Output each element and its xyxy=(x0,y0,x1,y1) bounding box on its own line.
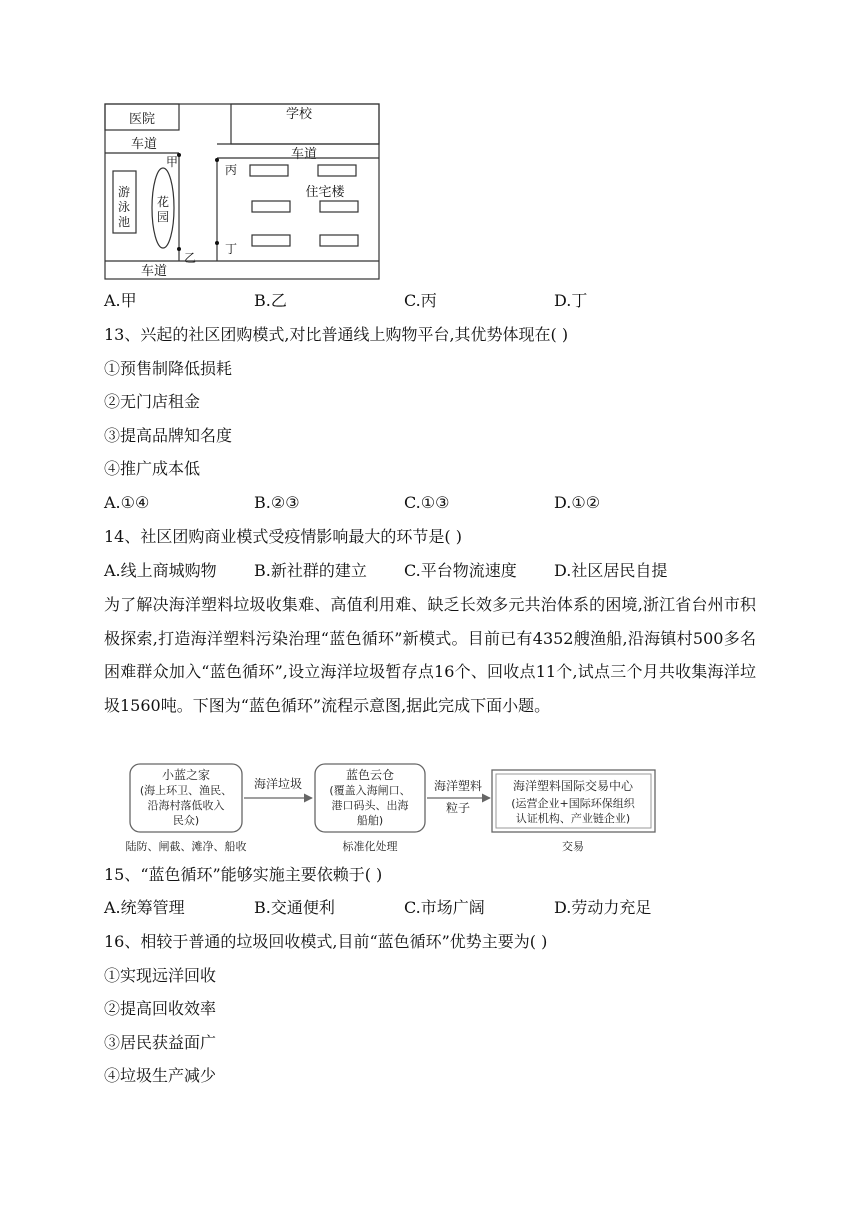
q13-option-a[interactable]: A.①④ xyxy=(104,493,150,512)
q13-option-d[interactable]: D.①② xyxy=(554,493,601,512)
map-label-road-top-left: 车道 xyxy=(130,137,158,152)
residential-building xyxy=(250,165,288,176)
q15-stem: 15、“蓝色循环”能够实施主要依赖于( ) xyxy=(104,865,383,884)
map-label-ding: 丁 xyxy=(225,242,238,256)
q13-item-2: ②无门店租金 xyxy=(104,392,201,411)
map-label-garden-1: 花 xyxy=(156,195,170,209)
q16-stem: 16、相较于普通的垃圾回收模式,目前“蓝色循环”优势主要为( ) xyxy=(104,932,548,951)
map-label-road-top-right: 车道 xyxy=(290,147,318,162)
flow-arrow2-label: 海洋塑料 xyxy=(433,779,483,793)
residential-building xyxy=(318,165,356,176)
flow-arrow2-label: 粒子 xyxy=(445,801,471,815)
flow-box1-line: 民众) xyxy=(172,814,200,827)
flow-box3-title: 海洋塑料国际交易中心 xyxy=(512,779,634,793)
flow-box2-title: 蓝色云仓 xyxy=(345,768,395,782)
flow-box2-caption: 标准化处理 xyxy=(342,840,398,853)
q15-option-a[interactable]: A.统筹管理 xyxy=(104,898,185,917)
q16-item-3: ③居民获益面广 xyxy=(104,1033,217,1052)
q14-option-d[interactable]: D.社区居民自提 xyxy=(554,561,668,580)
map-label-pool-3: 池 xyxy=(117,215,131,229)
q16-item-1: ①实现远洋回收 xyxy=(104,966,217,985)
q12-option-b[interactable]: B.乙 xyxy=(254,291,287,310)
map-label-road-bottom: 车道 xyxy=(140,264,168,279)
flow-box1-line: (海上环卫、渔民、 xyxy=(139,784,233,797)
community-map-svg xyxy=(104,103,380,280)
q13-item-4: ④推广成本低 xyxy=(104,459,201,478)
passage-blue-cycle: 为了解决海洋塑料垃圾收集难、高值利用难、缺乏长效多元共治体系的困境,浙江省台州市积极探索,打造海洋塑料污染治理“蓝色循环”新模式。目前已有4352艘渔船,沿海镇村500多名困难群众加入“蓝色循环”,设立海洋垃圾暂存点16个、回收点11个,试点三个月共收集海洋垃圾1560吨。下图为“蓝色循环”流程示意图,据此完成下面小题。 xyxy=(104,595,756,715)
blue-cycle-flow-svg xyxy=(112,762,672,858)
q16-item-4: ④垃圾生产减少 xyxy=(104,1066,217,1085)
flow-box2-line: 船舶) xyxy=(356,814,384,827)
q12-option-d[interactable]: D.丁 xyxy=(554,291,588,310)
q13-option-b[interactable]: B.②③ xyxy=(254,493,300,512)
flow-arrow1-label: 海洋垃圾 xyxy=(253,777,303,791)
q12-option-c[interactable]: C.丙 xyxy=(404,291,437,310)
q15-option-b[interactable]: B.交通便利 xyxy=(254,898,335,917)
flow-box1-line: 沿海村落低收入 xyxy=(147,799,225,812)
flow-box2-line: (覆盖入海闸口、 xyxy=(329,784,411,797)
q12-option-a[interactable]: A.甲 xyxy=(104,291,137,310)
q15-option-c[interactable]: C.市场广阔 xyxy=(404,898,485,917)
q14-stem: 14、社区团购商业模式受疫情影响最大的环节是( ) xyxy=(104,527,462,546)
map-label-bing: 丙 xyxy=(225,163,238,177)
flow-box3-line: (运营企业+国际环保组织 xyxy=(511,797,635,810)
map-label-yi: 乙 xyxy=(184,251,197,265)
q13-option-c[interactable]: C.①③ xyxy=(404,493,450,512)
map-label-garden-2: 园 xyxy=(156,210,170,224)
flow-box1-title: 小蓝之家 xyxy=(161,768,211,782)
map-label-jia: 甲 xyxy=(166,155,179,169)
map-label-school: 学校 xyxy=(285,107,313,122)
q14-option-c[interactable]: C.平台物流速度 xyxy=(404,561,517,580)
map-label-pool-2: 泳 xyxy=(117,200,131,214)
q16-item-2: ②提高回收效率 xyxy=(104,999,217,1018)
residential-building xyxy=(320,235,358,246)
map-label-residential: 住宅楼 xyxy=(305,185,345,200)
blue-cycle-flow-diagram xyxy=(112,762,672,858)
community-map-figure xyxy=(104,103,380,280)
q13-item-3: ③提高品牌知名度 xyxy=(104,426,233,445)
flow-box3-caption: 交易 xyxy=(562,840,584,853)
residential-building xyxy=(252,235,290,246)
q15-option-d[interactable]: D.劳动力充足 xyxy=(554,898,652,917)
flow-box1-caption: 陆防、闸截、滩净、船收 xyxy=(125,840,247,853)
q13-stem: 13、兴起的社区团购模式,对比普通线上购物平台,其优势体现在( ) xyxy=(104,325,569,344)
flow-box2-line: 港口码头、出海 xyxy=(331,799,409,812)
q13-item-1: ①预售制降低损耗 xyxy=(104,359,233,378)
residential-building xyxy=(320,201,358,212)
q14-option-a[interactable]: A.线上商城购物 xyxy=(104,561,217,580)
q14-option-b[interactable]: B.新社群的建立 xyxy=(254,561,367,580)
residential-building xyxy=(252,201,290,212)
map-label-hospital: 医院 xyxy=(128,112,156,127)
flow-box3-line: 认证机构、产业链企业) xyxy=(515,812,631,825)
map-label-pool-1: 游 xyxy=(117,185,131,199)
